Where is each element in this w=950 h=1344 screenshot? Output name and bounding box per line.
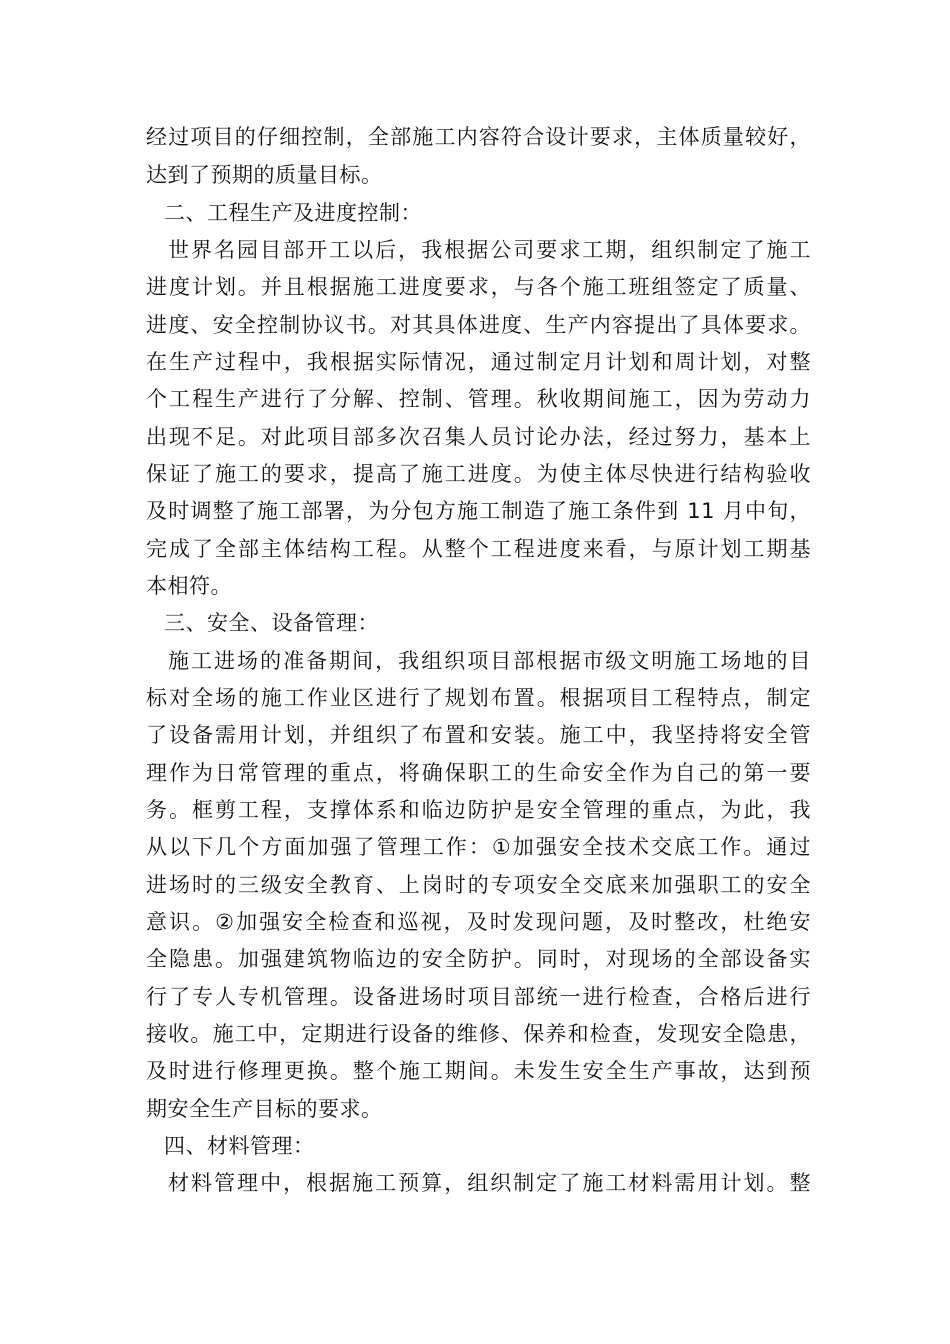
- body-line: 出现不足。对此项目部多次召集人员讨论办法，经过努力，基本上: [146, 425, 811, 449]
- body-line: 本相符。: [146, 574, 232, 598]
- section-heading: 三、安全、设备管理：: [164, 611, 379, 635]
- body-line: 进场时的三级安全教育、上岗时的专项安全交底来加强职工的安全: [146, 873, 811, 897]
- body-line: 完成了全部主体结构工程。从整个工程进度来看，与原计划工期基: [146, 537, 811, 561]
- body-line: 务。框剪工程，支撑体系和临边防护是安全管理的重点，为此，我: [146, 798, 811, 822]
- section-heading: 二、工程生产及进度控制：: [164, 201, 422, 225]
- body-line: 在生产过程中，我根据实际情况，通过制定月计划和周计划，对整: [146, 350, 811, 374]
- body-line: 意识。②加强安全检查和巡视，及时发现问题，及时整改，杜绝安: [146, 910, 811, 934]
- body-line: 了设备需用计划，并组织了布置和安装。施工中，我坚持将安全管: [146, 723, 811, 747]
- body-line: 进度计划。并且根据施工进度要求，与各个施工班组签定了质量、: [146, 275, 811, 299]
- body-line: 材料管理中，根据施工预算，组织制定了施工材料需用计划。整: [168, 1171, 811, 1195]
- body-line: 施工进场的准备期间，我组织项目部根据市级文明施工场地的目: [168, 649, 811, 673]
- body-line: 理作为日常管理的重点，将确保职工的生命安全作为自己的第一要: [146, 761, 811, 785]
- body-line: 从以下几个方面加强了管理工作：①加强安全技术交底工作。通过: [146, 835, 811, 859]
- body-line: 及时进行修理更换。整个施工期间。未发生安全生产事故，达到预: [146, 1059, 811, 1083]
- body-line: 经过项目的仔细控制，全部施工内容符合设计要求，主体质量较好，: [146, 125, 811, 149]
- body-line: 接收。施工中，定期进行设备的维修、保养和检查，发现安全隐患，: [146, 1022, 811, 1046]
- body-line: 及时调整了施工部署，为分包方施工制造了施工条件到 11 月中旬，: [146, 499, 811, 523]
- body-line: 个工程生产进行了分解、控制、管理。秋收期间施工，因为劳动力: [146, 387, 811, 411]
- body-line: 进度、安全控制协议书。对其具体进度、生产内容提出了具体要求。: [146, 313, 811, 337]
- body-line: 期安全生产目标的要求。: [146, 1097, 383, 1121]
- body-line: 标对全场的施工作业区进行了规划布置。根据项目工程特点，制定: [146, 686, 811, 710]
- body-line: 行了专人专机管理。设备进场时项目部统一进行检查，合格后进行: [146, 985, 811, 1009]
- body-line: 保证了施工的要求，提高了施工进度。为使主体尽快进行结构验收: [146, 462, 811, 486]
- body-line: 世界名园目部开工以后，我根据公司要求工期，组织制定了施工: [168, 238, 811, 262]
- body-line: 全隐患。加强建筑物临边的安全防护。同时，对现场的全部设备实: [146, 947, 811, 971]
- body-line: 达到了预期的质量目标。: [146, 163, 383, 187]
- section-heading: 四、材料管理：: [164, 1134, 315, 1158]
